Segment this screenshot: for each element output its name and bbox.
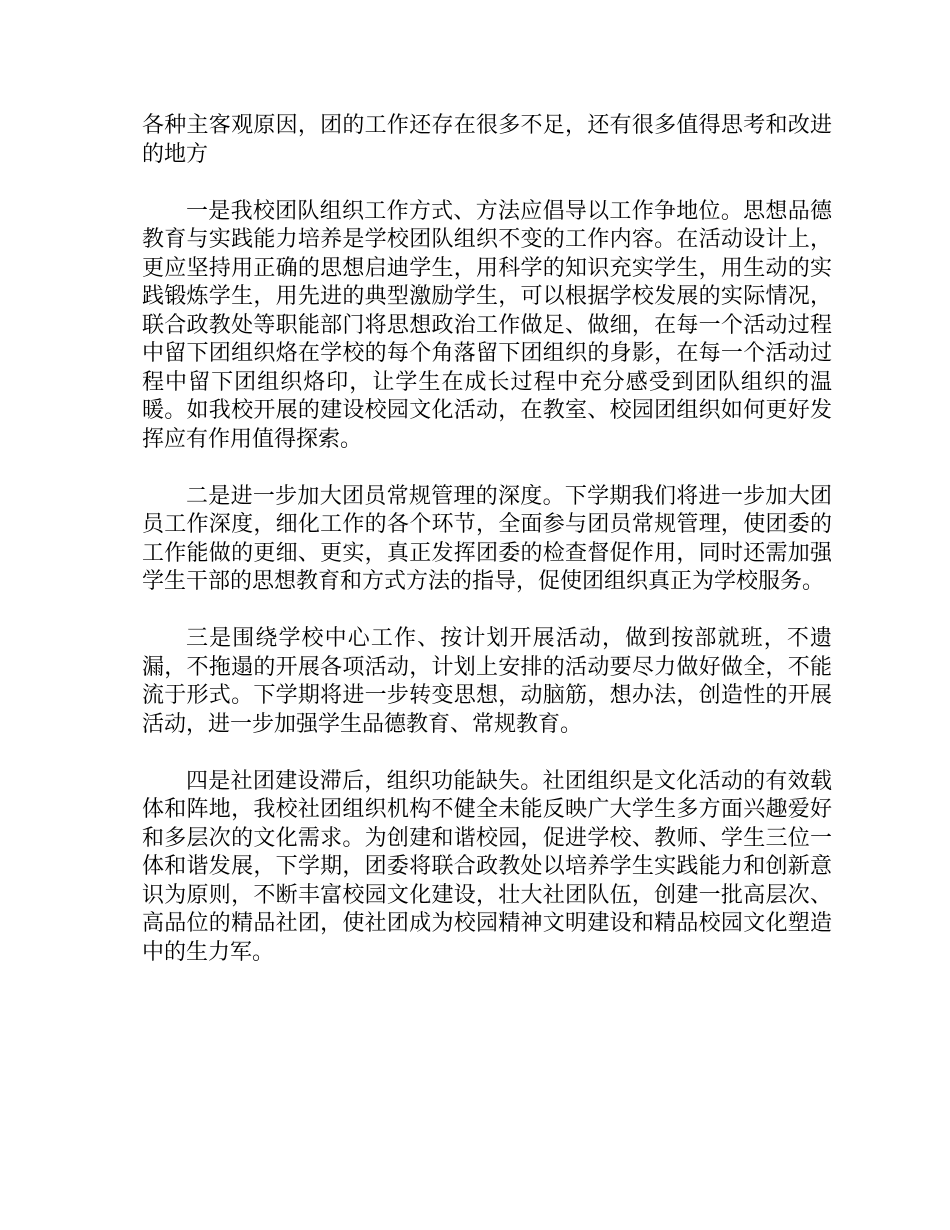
- paragraph-point-three: 三是围绕学校中心工作、按计划开展活动，做到按部就班，不遗漏，不拖遢的开展各项活动，计划上安排的活动要尽力做好做全，不能流于形式。下学期将进一步转变思想，动脑筋，想办法，创造性的开展活动，进一步加强学生品德教育、常规教育。: [142, 626, 832, 737]
- paragraph-point-two: 二是进一步加大团员常规管理的深度。下学期我们将进一步加大团员工作深度，细化工作的各个环节，全面参与团员常规管理，使团委的工作能做的更细、更实，真正发挥团委的检查督促作用，同时还需加强学生干部的思想教育和方式方法的指导，促使团组织真正为学校服务。: [142, 483, 832, 594]
- document-body: [142, 112, 832, 967]
- paragraph-point-one: 一是我校团队组织工作方式、方法应倡导以工作争地位。思想品德教育与实践能力培养是学校团队组织不变的工作内容。在活动设计上，更应坚持用正确的思想启迪学生，用科学的知识充实学生，用生动的实践锻炼学生，用先进的典型激励学生，可以根据学校发展的实际情况，联合政教处等职能部门将思想政治工作做足、做细，在每一个活动过程中留下团组织烙在学校的每个角落留下团组织的身影，在每一个活动过程中留下团组织烙印，让学生在成长过程中充分感受到团队组织的温暖。如我校开展的建设校园文化活动，在教室、校园团组织如何更好发挥应有作用值得探索。: [142, 198, 832, 452]
- paragraph-continuation: 各种主客观原因，团的工作还存在很多不足，还有很多值得思考和改进的地方: [142, 113, 832, 167]
- paragraph-point-four: 四是社团建设滞后，组织功能缺失。社团组织是文化活动的有效载体和阵地，我校社团组织机构不健全未能反映广大学生多方面兴趣爱好和多层次的文化需求。为创建和谐校园，促进学校、教师、学生三位一体和谐发展，下学期，团委将联合政教处以培养学生实践能力和创新意识为原则，不断丰富校园文化建设，壮大社团队伍，创建一批高层次、高品位的精品社团，使社团成为校园精神文明建设和精品校园文化塑造中的生力军。: [142, 768, 832, 965]
